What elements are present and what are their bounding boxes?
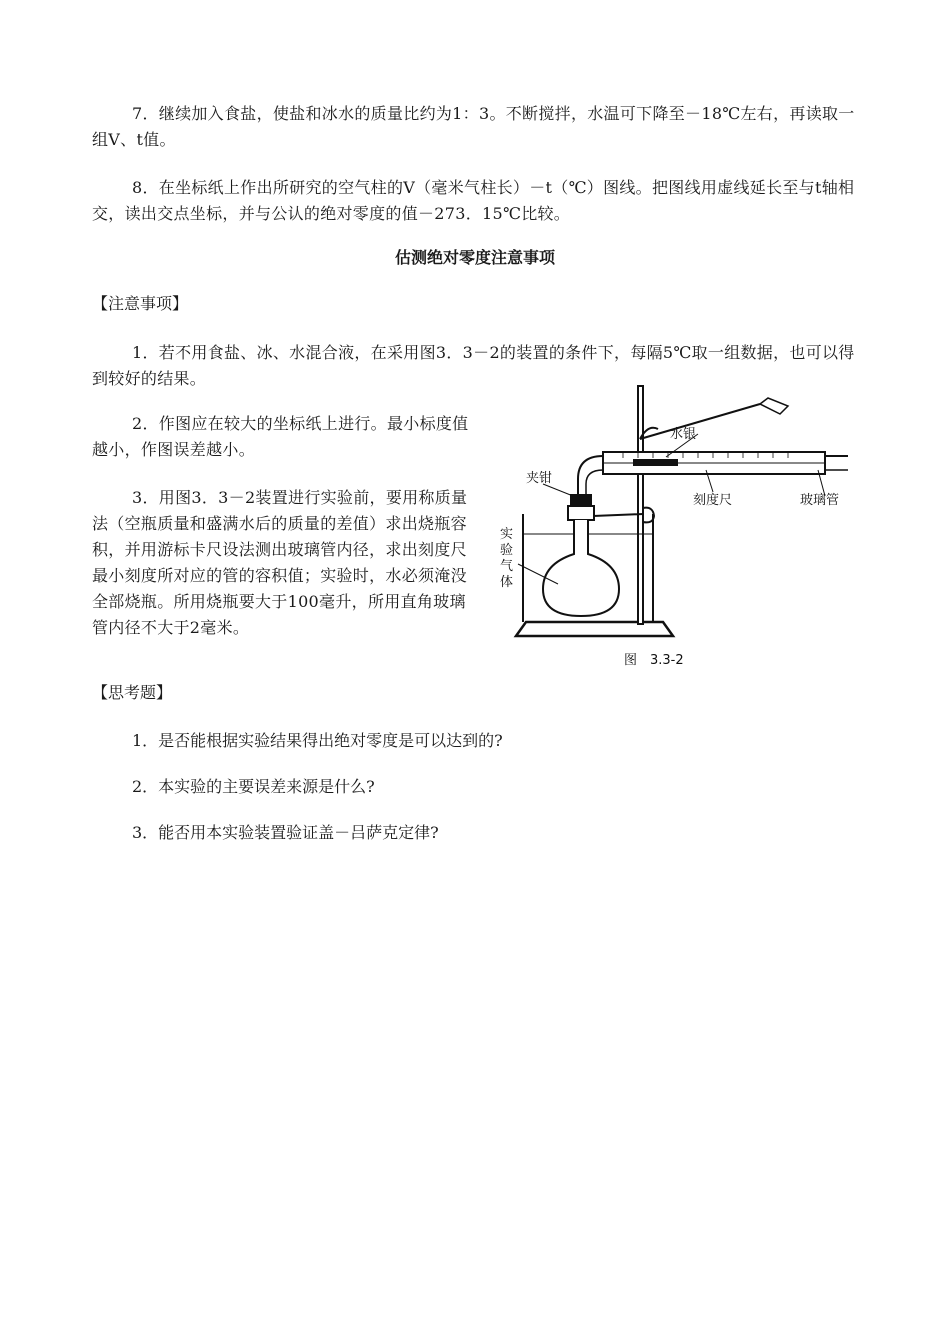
label-clamp: 夹钳 bbox=[526, 471, 553, 486]
paragraph-step-8: 8．在坐标纸上作出所研究的空气柱的V（毫米气柱长）－t（℃）图线。把图线用虚线延长至与t轴相交，读出交点坐标，并与公认的绝对零度的值－273．15℃比较。 bbox=[92, 178, 855, 223]
upper-clamp-arm bbox=[640, 404, 760, 439]
stand-base bbox=[516, 622, 673, 636]
paragraph-step-7: 7．继续加入食盐，使盐和冰水的质量比约为1：3。不断搅拌，水温可下降至－18℃左右，再读取一组V、t值。 bbox=[92, 104, 855, 149]
lower-clamp-arm bbox=[593, 514, 643, 516]
label-gas-3: 气 bbox=[500, 559, 514, 574]
figure-caption: 图 3.3-2 bbox=[624, 653, 684, 668]
questions-title: 【思考题】 bbox=[92, 683, 173, 702]
label-mercury: 水银 bbox=[670, 427, 697, 442]
question-item-3: 3．能否用本实验装置验证盖－吕萨克定律? bbox=[132, 823, 439, 842]
section-heading: 估测绝对零度注意事项 bbox=[394, 248, 555, 267]
apparatus-diagram bbox=[498, 384, 858, 672]
label-glass-tube: 玻璃管 bbox=[800, 493, 840, 508]
mercury-bead bbox=[633, 459, 678, 466]
label-gas-1: 实 bbox=[500, 527, 514, 542]
label-scale: 刻度尺 bbox=[693, 493, 733, 508]
apparatus-figure bbox=[498, 384, 858, 672]
label-gas-2: 验 bbox=[500, 543, 514, 558]
stand-rod bbox=[638, 386, 643, 624]
note-item-1: 1．若不用食盐、冰、水混合液，在采用图3．3－2的装置的条件下，每隔5℃取一组数据，也可以得到较好的结果。 bbox=[92, 343, 855, 388]
note-item-3: 3．用图3．3－2装置进行实验前，要用称质量法（空瓶质量和盛满水后的质量的差值）求出烧瓶容积，并用游标卡尺设法测出玻璃管内径，求出刻度尺最小刻度所对应的管的容积值；实验时，水必须淹没全部烧瓶。所用烧瓶要大于100毫升，所用直角玻璃管内径不大于2毫米。 bbox=[92, 488, 468, 637]
question-item-2: 2．本实验的主要误差来源是什么? bbox=[132, 777, 375, 796]
question-item-1: 1．是否能根据实验结果得出绝对零度是可以达到的? bbox=[132, 731, 503, 750]
notes-title: 【注意事项】 bbox=[92, 294, 189, 313]
stopper bbox=[570, 494, 592, 506]
label-gas-4: 体 bbox=[500, 575, 514, 590]
note-item-2: 2．作图应在较大的坐标纸上进行。最小标度值越小，作图误差越小。 bbox=[92, 414, 469, 459]
